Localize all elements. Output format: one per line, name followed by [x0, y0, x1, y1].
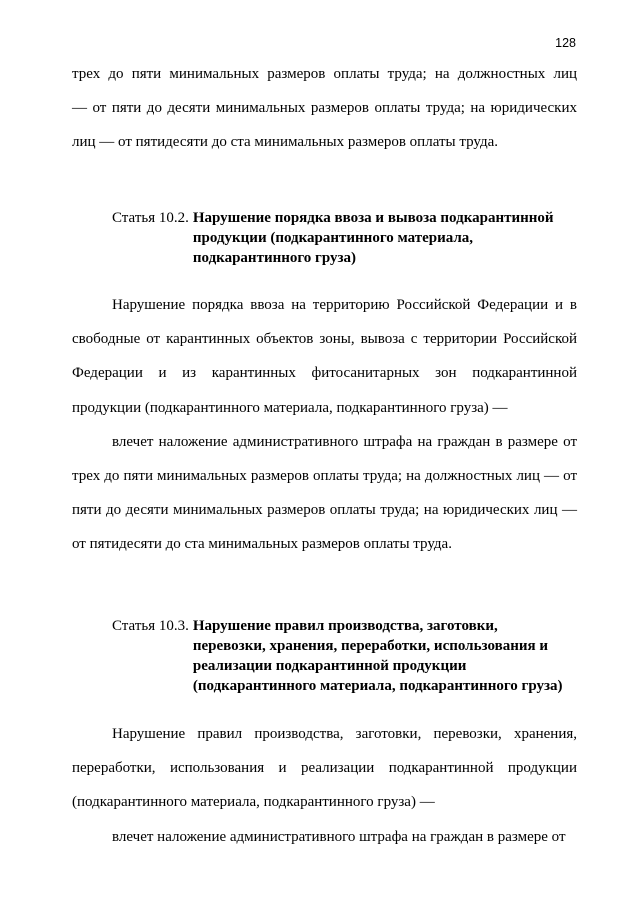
- article-10-3-heading: [112, 616, 563, 696]
- article-10-3-number: Статья 10.3.: [112, 618, 189, 634]
- top-paragraph-line-2: — от пяти до десяти минимальных размеров оплаты труда; на юридических: [72, 100, 577, 117]
- article-10-2-title-line-3: подкарантинного груза): [192, 250, 357, 266]
- article-10-2-number: Статья 10.2.: [112, 210, 189, 226]
- article-10-3-title-line-1: Нарушение правил производства, заготовки,: [192, 618, 498, 634]
- article-10-2-title-line-2: продукции (подкарантинного материала,: [192, 230, 474, 246]
- article-10-3-penalty-paragraph: влечет наложение административного штрафа на граждан в размере от: [112, 828, 566, 845]
- article-10-2-body-paragraph: Нарушение порядка ввоза на территорию Российской Федерации и в свободные от карантинных объектов зоны, вывоза с территории Российской Федерации и из карантинных фитосанитарных зон подкарантинной продукции (подкарантинного материала, подкарантинного груза) —: [72, 297, 577, 416]
- top-paragraph: [72, 57, 577, 160]
- article-10-3-title-line-4: (подкарантинного материала, подкарантинного груза): [192, 678, 563, 694]
- top-paragraph-line-3: лиц — от пятидесяти до ста минимальных размеров оплаты труда.: [72, 134, 498, 151]
- article-10-3-body-paragraph: Нарушение правил производства, заготовки, перевозки, хранения, переработки, использования и реализации подкарантинной продукции (подкарантинного материала, подкарантинного груза) —: [72, 726, 577, 811]
- top-paragraph-line-1: трех до пяти минимальных размеров оплаты труда; на должностных лиц: [72, 66, 577, 82]
- article-10-3-title-line-3: реализации подкарантинной продукции: [192, 658, 467, 674]
- article-10-2-heading: [112, 208, 554, 268]
- article-10-2-title-line-1: Нарушение порядка ввоза и вывоза подкарантинной: [192, 210, 554, 226]
- article-10-2-title: [193, 208, 554, 268]
- article-10-2-penalty-paragraph: влечет наложение административного штрафа на граждан в размере от трех до пяти минимальных размеров оплаты труда; на должностных лиц — от пяти до десяти минимальных размеров оплаты труда; на юридических лиц — от пятидесяти до ста минимальных размеров оплаты труда.: [72, 433, 577, 553]
- article-10-3-body: [72, 717, 577, 854]
- page-number: 128: [555, 36, 576, 50]
- article-10-2-body: [72, 288, 577, 562]
- article-10-3-title-line-2: перевозки, хранения, переработки, использования и: [192, 638, 548, 654]
- article-10-3-title: [193, 616, 563, 696]
